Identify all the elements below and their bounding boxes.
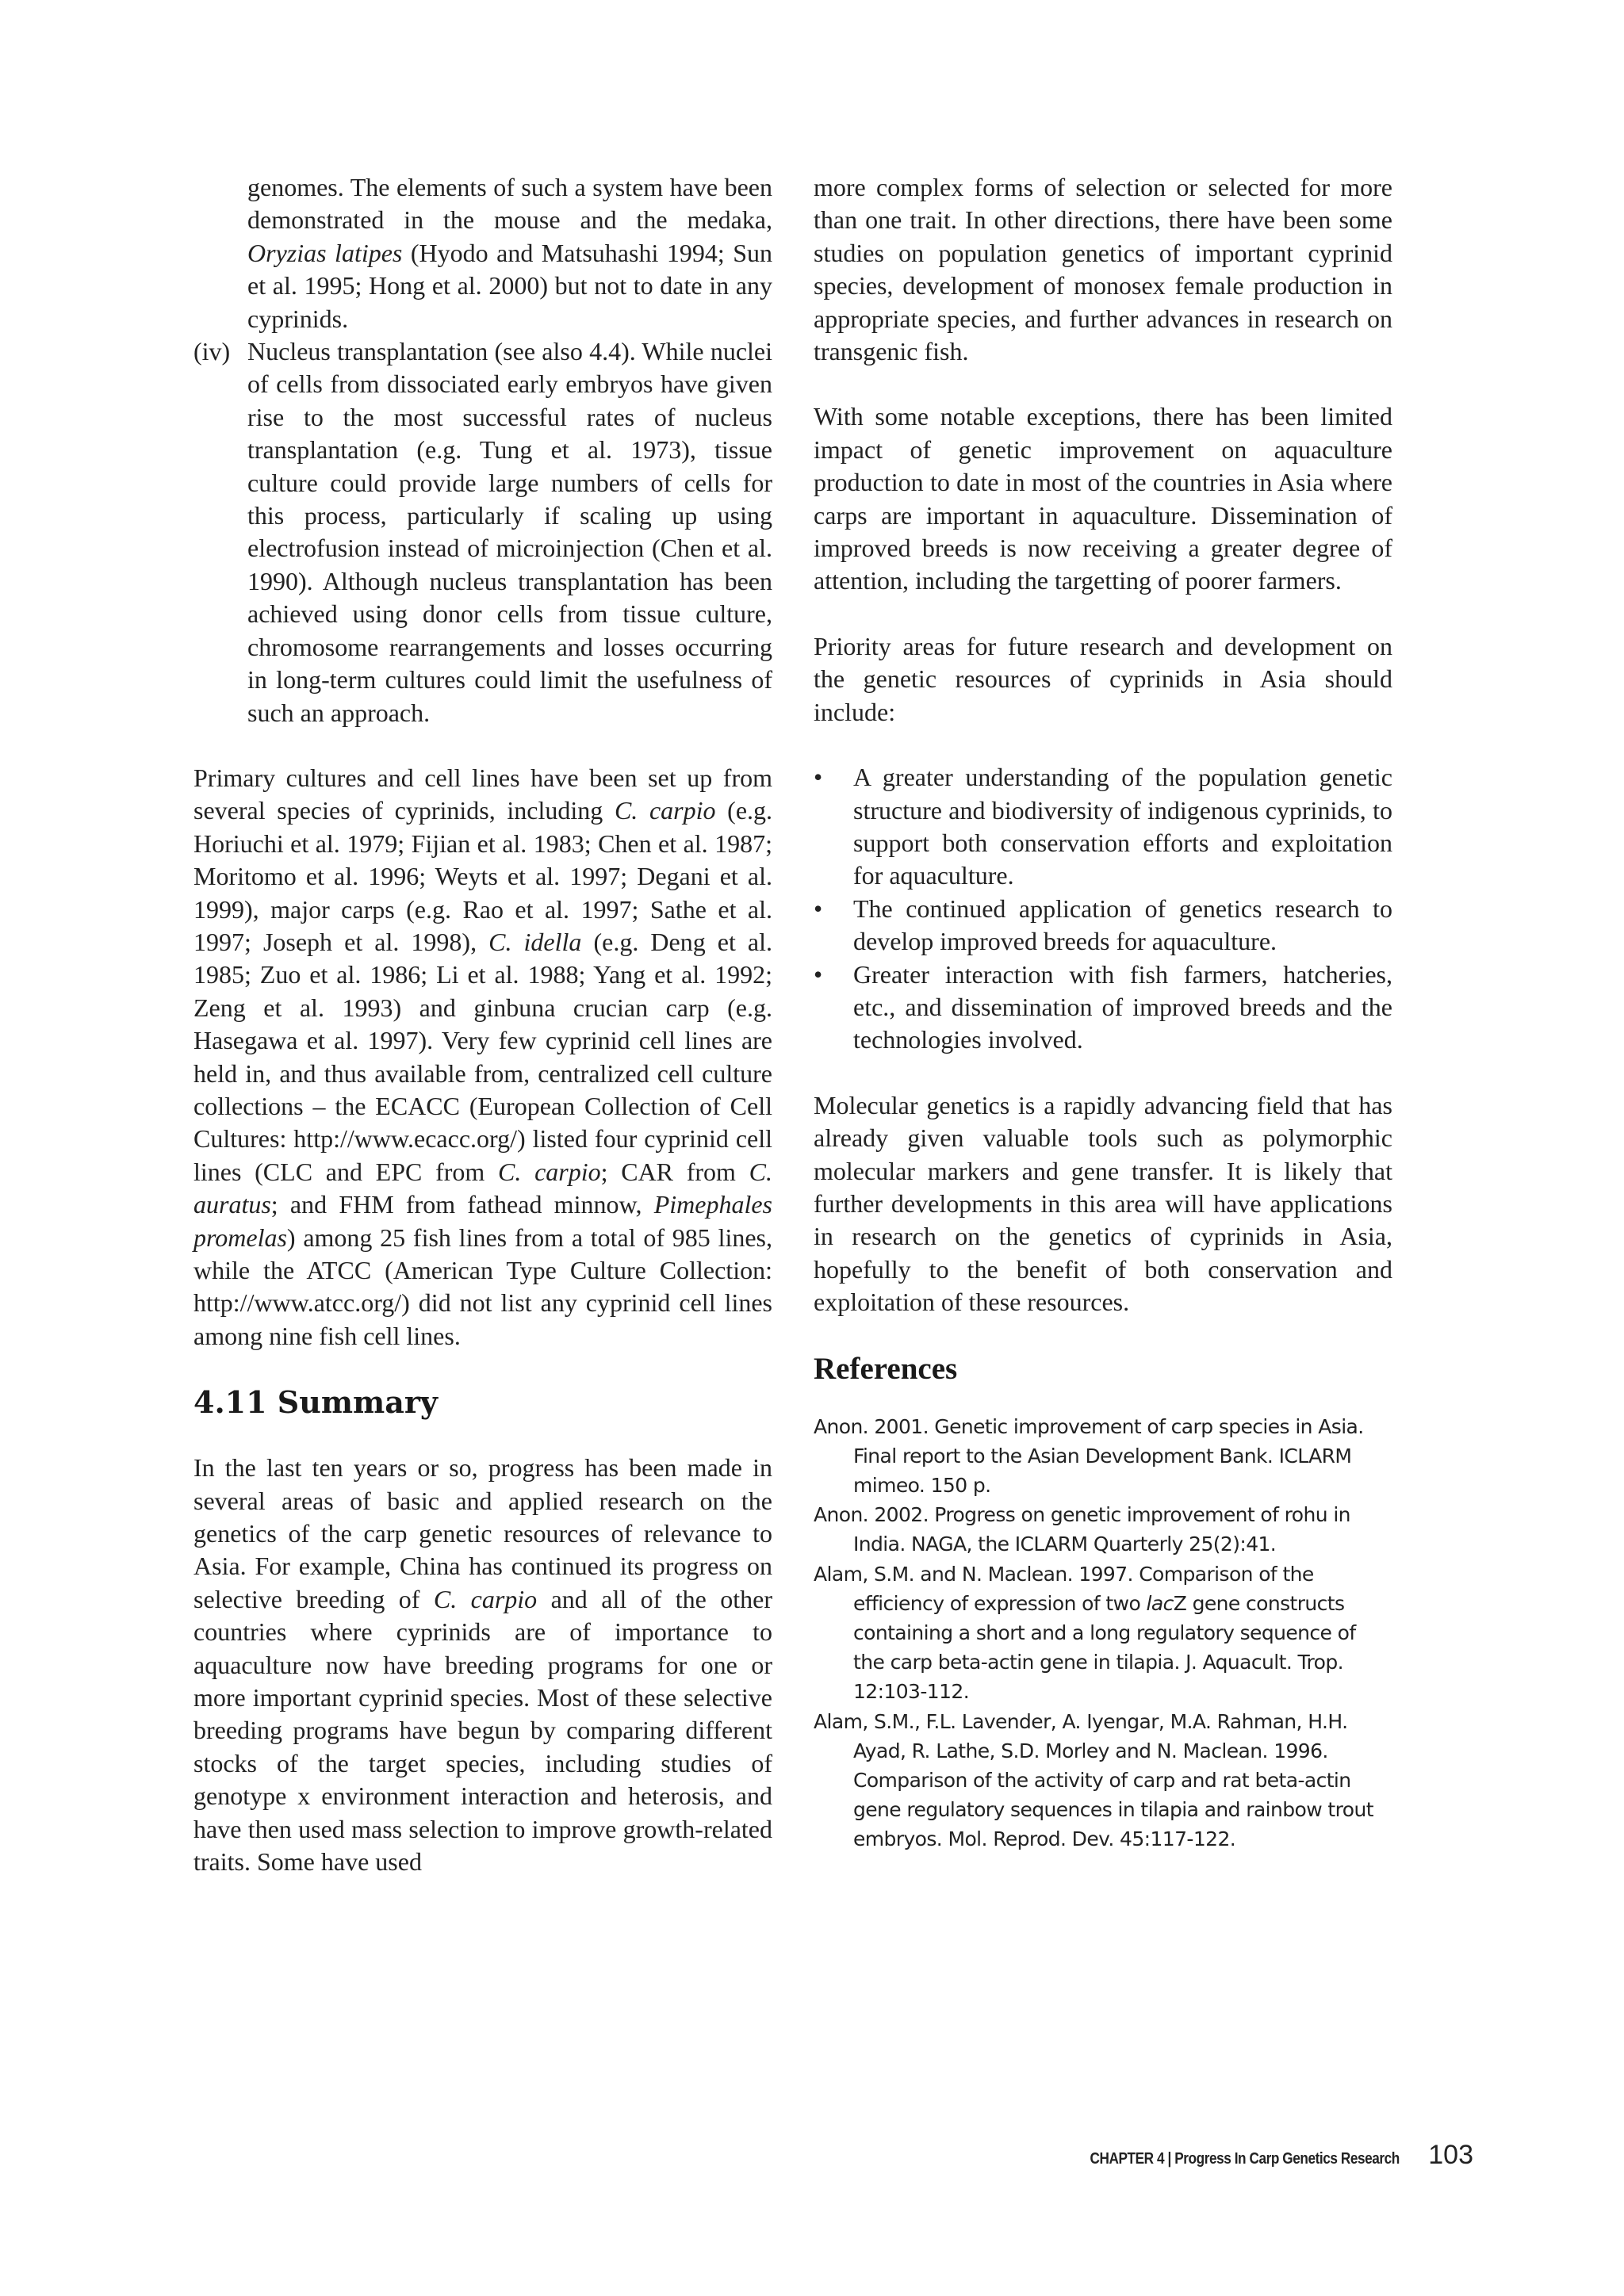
reference-entry: Anon. 2001. Genetic improvement of carp species in Asia. Final report to the Asian Development Bank. ICLARM mimeo. 150 p. xyxy=(814,1414,1364,1497)
list-item-iii-continuation xyxy=(193,171,772,335)
reference-entry xyxy=(814,1559,1392,1707)
priority-list xyxy=(814,761,1392,1057)
text-run: Alam, S.M. and N. Maclean. 1997. Comparison of the efficiency of expression of two xyxy=(814,1562,1314,1615)
list-item-text: Nucleus transplantation (see also 4.4). While nuclei of cells from dissociated early embryos have given rise to the most successful rates of nucleus transplantation (e.g. Tung et al. 1973), tissue culture could provide large numbers of cells for this process, particularly if scaling up using electrofusion instead of microinjection (Chen et al. 1990). Although nucleus transplantation has been achieved using donor cells from tissue culture, chromosome rearrangements and losses occurring in long-term cultures could limit the usefulness of such an approach. xyxy=(247,337,772,727)
text-run: ) among 25 fish lines from a total of 985 lines, while the ATCC (American Type Culture Collection: http://www.atcc.org/) did not list any cyprinid cell lines among nine fish cell lines. xyxy=(193,1223,772,1350)
species-name: C. carpio xyxy=(614,796,716,825)
paragraph-impact: With some notable exceptions, there has been limited impact of genetic improvement on aquaculture production to date in most of the countries in Asia where carps are important in aquaculture. Dissemination of improved breeds is now receiving a greater degree of attention, including the targetting of poorer farmers. xyxy=(814,402,1392,595)
species-name: C. idella xyxy=(488,927,582,956)
species-name: C. carpio xyxy=(433,1584,538,1613)
list-item xyxy=(814,959,1392,1057)
list-item xyxy=(814,893,1392,959)
list-item-label: (iv) xyxy=(193,337,231,366)
page-number: 103 xyxy=(1428,2140,1473,2170)
bullet-icon: • xyxy=(814,959,823,989)
references-heading: References xyxy=(814,1351,958,1386)
paragraph-molecular: Molecular genetics is a rapidly advancing field that has already given valuable tools such as polymorphic molecular markers and gene transfer. It is likely that further developments in this area will have applications in research on the genetics of cyprinids in Asia, hopefully to the benefit of both conservation and exploitation of these resources. xyxy=(814,1090,1392,1317)
list-item-iv xyxy=(193,335,772,729)
list-item-text: Greater interaction with fish farmers, hatcheries, etc., and dissemination of improved breeds and the technologies involved. xyxy=(853,959,1392,1054)
page-footer xyxy=(1040,2140,1473,2171)
species-name: C. carpio xyxy=(498,1157,601,1186)
references-list xyxy=(814,1412,1392,1854)
paragraph-priority: Priority areas for future research and development on the genetic resources of cyprinids in Asia should include: xyxy=(814,631,1392,726)
text-run: Z gene constructs containing a short and a long regulatory sequence of the carp beta-actin gene in tilapia. J. Aquacult. Trop. 12:103-112. xyxy=(853,1591,1356,1704)
species-name: Oryzias latipes xyxy=(247,238,403,267)
list-item-text: A greater understanding of the population genetic structure and biodiversity of indigenous cyprinids, to support both conservation efforts and exploitation for aquaculture. xyxy=(853,763,1392,890)
bullet-icon: • xyxy=(814,763,823,792)
paragraph-continuation: more complex forms of selection or selected for more than one trait. In other directions, there have been some studies on population genetics of important cyprinid species, development of monosex female production in appropriate species, and further advances in research on transgenic fish. xyxy=(814,173,1392,366)
item-iii-tail: (Hyodo and Matsuhashi 1994; Sun et al. 1995; Hong et al. 2000) but not to date in any cyprinids. xyxy=(247,238,772,333)
left-column xyxy=(193,171,772,1879)
chapter-label: CHAPTER 4 | Progress In Carp Genetics Research xyxy=(1090,2150,1400,2168)
paragraph-summary xyxy=(193,1452,772,1878)
paragraph-primary-cultures xyxy=(193,762,772,1353)
list-item xyxy=(814,761,1392,893)
text-run: (e.g. Horiuchi et al. 1979; Fijian et al. 1983; Chen et al. 1987; Moritomo et al. 1996; Weyts et al. 1997; Degani et al. 1999), major carps (e.g. Rao et al. 1997; Sathe et al. 1997; Joseph et al. 1998), xyxy=(193,796,773,956)
list-item-text: The continued application of genetics research to develop improved breeds for aquaculture. xyxy=(853,894,1392,956)
species-name: C. auratus xyxy=(193,1157,773,1219)
text-run: Primary cultures and cell lines have been set up from several species of cyprinids, including xyxy=(193,763,772,825)
text-run: (e.g. Deng et al. 1985; Zuo et al. 1986; Li et al. 1988; Yang et al. 1992; Zeng et al. 1993) and ginbuna crucian carp (e.g. Hasegawa et al. 1997). Very few cyprinid cell lines are held in, and thus available from, centralized cell culture collections – the ECACC (European Collection of Cell Cultures: http://www.ecacc.org/) listed four cyprinid cell lines (CLC and EPC from xyxy=(193,927,773,1186)
reference-entry: Alam, S.M., F.L. Lavender, A. Iyengar, M.A. Rahman, H.H. Ayad, R. Lathe, S.D. Morley and N. Maclean. 1996. Comparison of the activity of carp and rat beta-actin gene regulatory sequences in tilapia and rainbow trout embryos. Mol. Reprod. Dev. 45:117-122. xyxy=(814,1709,1373,1851)
text-run: ; and FHM from fathead minnow, xyxy=(270,1190,654,1219)
gene-name: lac xyxy=(1146,1591,1174,1615)
bullet-icon: • xyxy=(814,894,823,923)
text-run: and all of the other countries where cyprinids are of importance to aquaculture now have breeding programs for one or more important cyprinid species. Most of these selective breeding programs have begun by comparing different stocks of the target species, including studies of genotype x environment interaction and heterosis, and have then used mass selection to improve growth-related traits. Some have used xyxy=(193,1584,773,1877)
section-heading: 4.11 Summary xyxy=(193,1384,438,1421)
item-iii-text: genomes. The elements of such a system have been demonstrated in the mouse and the medaka, xyxy=(247,173,772,235)
text-run: In the last ten years or so, progress has been made in several areas of basic and applied research on the genetics of the carp genetic resources of relevance to Asia. For example, China has continued its progress on selective breeding of xyxy=(193,1453,772,1613)
right-column xyxy=(814,171,1392,1854)
reference-entry: Anon. 2002. Progress on genetic improvement of rohu in India. NAGA, the ICLARM Quarterly 25(2):41. xyxy=(814,1503,1350,1556)
text-run: ; CAR from xyxy=(600,1157,749,1186)
species-name: Pimephales promelas xyxy=(193,1190,772,1252)
